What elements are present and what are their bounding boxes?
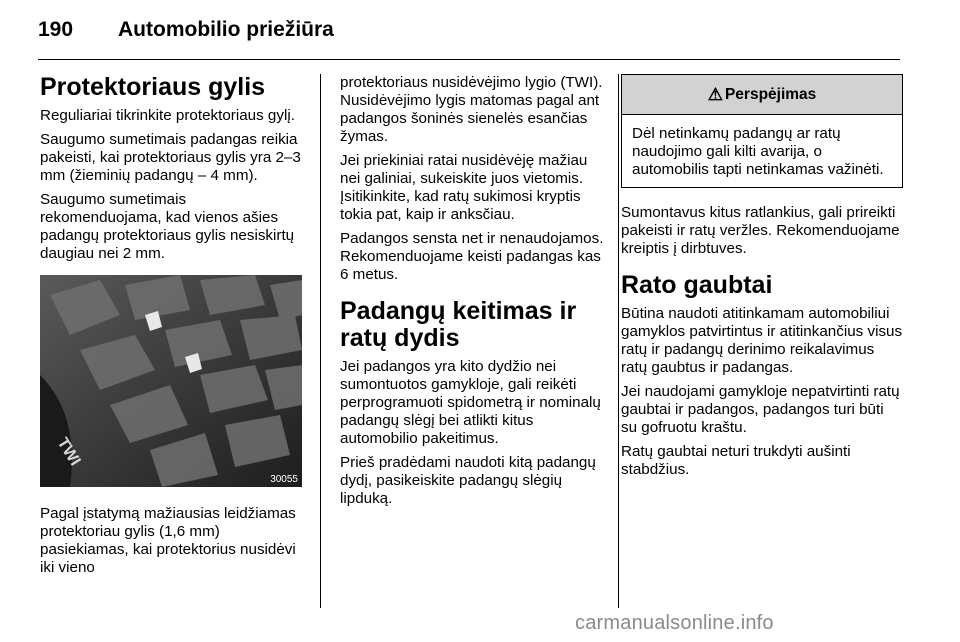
paragraph: Saugumo sumetimais padangas reikia pakeisti, kai protektoriaus gylis yra 2–3 mm (žieminių padangų – 4 mm).	[40, 131, 301, 184]
watermark: carmanualsonline.info	[575, 612, 774, 634]
column-divider-2	[618, 74, 619, 608]
paragraph: Jei naudojami gamykloje nepatvirtinti ratų gaubtai ir padangos, padangos turi būti su gofruotu kraštu.	[621, 383, 900, 436]
warning-title: Perspėjimas	[724, 85, 817, 103]
section-heading-tire-change: Padangų keitimas ir ratų dydis	[340, 297, 577, 352]
section-heading-wheel-covers: Rato gaubtai	[621, 271, 773, 299]
image-code: 30055	[270, 474, 298, 485]
page-title: Automobilio priežiūra	[118, 18, 334, 41]
page-number: 190	[38, 18, 74, 41]
tread-wear-indicator-label: TWI	[53, 435, 84, 469]
paragraph: Padangos sensta net ir nenaudojamos. Rekomenduojame keisti padangas kas 6 metus.	[340, 230, 604, 283]
tire-tread-image	[40, 275, 302, 487]
header-divider	[38, 59, 900, 60]
paragraph: Prieš pradėdami naudoti kitą padangų dydį, pasikeiskite padangų slėgių lipduką.	[340, 454, 596, 507]
column-1	[40, 74, 302, 583]
paragraph: Sumontavus kitus ratlankius, gali prireikti pakeisti ir ratų veržles. Rekomenduojame kreiptis į dirbtuves.	[621, 204, 900, 257]
column-3	[621, 74, 903, 485]
column-2	[340, 74, 604, 514]
paragraph: Jei priekiniai ratai nusidėvėję mažiau nei galiniai, sukeiskite juos vietomis. Įsitikinkite, kad ratų sukimosi kryptis tokia pat, kaip ir anksčiau.	[340, 152, 588, 223]
paragraph: Reguliariai tikrinkite protektoriaus gylį.	[40, 107, 295, 124]
paragraph: protektoriaus nusidėvėjimo lygio (TWI). Nusidėvėjimo lygis matomas pagal ant padangos šoninės sienelės esančias žymas.	[340, 74, 603, 145]
warning-text: Dėl netinkamų padangų ar ratų naudojimo gali kilti avarija, o automobilis tapti netinkamas važinėti.	[632, 125, 884, 178]
paragraph: Būtina naudoti atitinkamam automobiliui gamyklos patvirtintus ir atitinkančius visus ratų ir padangų derinimo reikalavimus ratų gaubtus ir padangas.	[621, 305, 903, 376]
warning-box	[621, 74, 903, 188]
paragraph: Ratų gaubtai neturi trukdyti aušinti stabdžius.	[621, 443, 851, 478]
paragraph: Saugumo sumetimais rekomenduojama, kad vienos ašies padangų protektoriaus gylis nesiskirtų daugiau nei 2 mm.	[40, 191, 295, 262]
warning-triangle-icon: ⚠	[707, 84, 723, 104]
warning-body	[622, 115, 902, 187]
column-divider-1	[320, 74, 321, 608]
page-header	[38, 10, 334, 50]
paragraph: Jei padangos yra kito dydžio nei sumontuotos gamykloje, gali reikėti perprogramuoti spidometrą ir nominalų padangų slėgį bei atlikti kitus automobilio pakeitimus.	[340, 358, 601, 447]
section-heading-tread-depth: Protektoriaus gylis	[40, 73, 266, 101]
paragraph: Pagal įstatymą mažiausias leidžiamas protektoriau gylis (1,6 mm) pasiekiamas, kai protektorius nusidėvi iki vieno	[40, 505, 296, 576]
warning-header	[622, 75, 902, 115]
